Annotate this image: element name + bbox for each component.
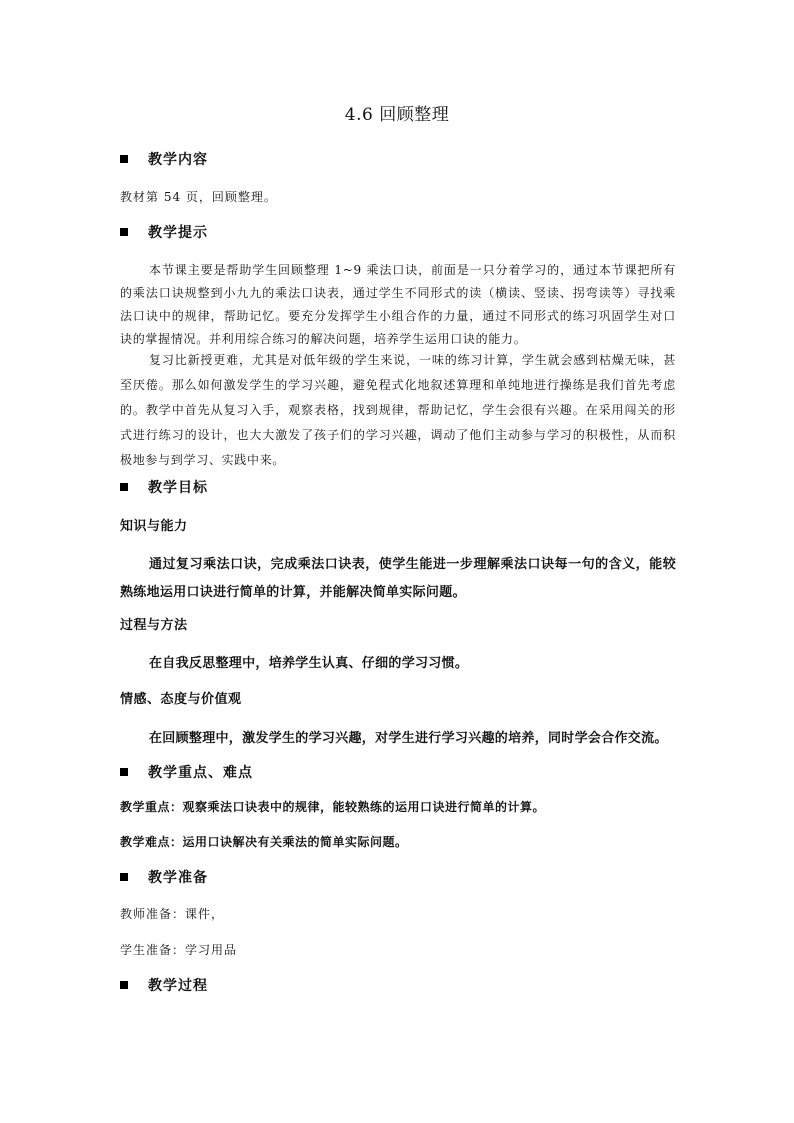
section-heading-label: 教学过程 xyxy=(148,978,208,994)
paragraph-text: 通过复习乘法口诀，完成乘法口诀表，使学生能进一步理解乘法口诀每一句的含义，能较熟练地运用口诀进行简单的计算，并能解决简单实际问题。 xyxy=(120,557,676,600)
bullet-square-icon xyxy=(120,768,128,776)
section-heading-label: 教学准备 xyxy=(148,870,208,886)
section-heading-label: 教学重点、难点 xyxy=(148,765,253,781)
section-heading-content xyxy=(120,150,208,170)
goals-process-label: 过程与方法 xyxy=(120,618,188,633)
bullet-square-icon xyxy=(120,155,128,163)
key-points-difficulty: 教学难点：运用口诀解决有关乘法的简单实际问题。 xyxy=(120,835,408,849)
section-heading-key-points xyxy=(120,763,253,783)
section-heading-preparation xyxy=(120,868,208,888)
content-text: 教材第 54 页，回顾整理。 xyxy=(120,190,277,204)
bullet-square-icon xyxy=(120,873,128,881)
goals-emotion-text xyxy=(120,725,680,753)
section-heading-procedure xyxy=(120,976,208,996)
goals-process-text xyxy=(120,650,676,678)
bullet-square-icon xyxy=(120,228,128,236)
goals-emotion-label: 情感、态度与价值观 xyxy=(120,692,242,707)
hints-paragraph-1 xyxy=(120,259,676,351)
goals-knowledge-label: 知识与能力 xyxy=(120,519,188,534)
bullet-square-icon xyxy=(120,483,128,491)
section-heading-goals xyxy=(120,478,208,498)
key-points-focus: 教学重点：观察乘法口诀表中的规律，能较熟练的运用口诀进行简单的计算。 xyxy=(120,800,546,814)
section-heading-label: 教学提示 xyxy=(148,225,208,241)
paragraph-text: 在回顾整理中，激发学生的学习兴趣，对学生进行学习兴趣的培养，同时学会合作交流。 xyxy=(149,731,668,746)
goals-knowledge-text xyxy=(120,551,676,607)
section-heading-label: 教学内容 xyxy=(148,152,208,168)
paragraph-text: 本节课主要是帮助学生回顾整理 1~9 乘法口诀，前面是一只分着学习的，通过本节课把所有的乘法口诀规整到小九九的乘法口诀表，通过学生不同形式的读（横读、竖读、拐弯读等）寻找乘法口诀中的规律，帮助记忆。要充分发挥学生小组合作的力量，通过不同形式的练习巩固学生对口诀的掌握情况。并利用综合练习的解决问题，培养学生运用口诀的能力。 xyxy=(120,263,676,346)
paragraph-text: 在自我反思整理中，培养学生认真、仔细的学习习惯。 xyxy=(149,656,469,671)
bullet-square-icon xyxy=(120,981,128,989)
preparation-teacher: 教师准备：课件， xyxy=(120,907,225,921)
page-title: 4.6 回顾整理 xyxy=(344,105,450,125)
preparation-student: 学生准备：学习用品 xyxy=(120,943,238,957)
section-heading-label: 教学目标 xyxy=(148,480,208,496)
section-heading-hints xyxy=(120,223,208,243)
hints-paragraph-2 xyxy=(120,348,676,473)
paragraph-text: 复习比新授更难，尤其是对低年级的学生来说，一味的练习计算，学生就会感到枯燥无味，甚至厌倦。那么如何激发学生的学习兴趣，避免程式化地叙述算理和单纯地进行操练是我们首先考虑的。教学中首先从复习入手，观察表格，找到规律，帮助记忆，学生会很有兴趣。在采用闯关的形式进行练习的设计，也大大激发了孩子们的学习兴趣，调动了他们主动参与学习的积极性，从而积极地参与到学习、实践中来。 xyxy=(120,353,676,467)
